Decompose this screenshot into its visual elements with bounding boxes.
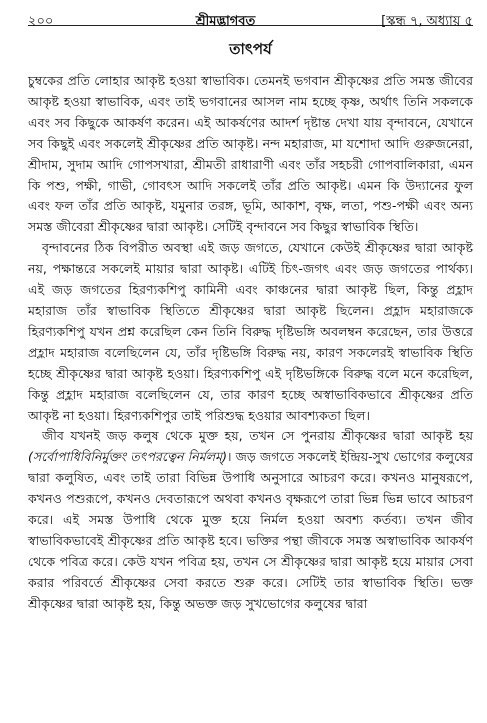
sanskrit-quote: (সর্বোপাধিবিনির্মুক্তং তৎপরত্বেন নির্মলম্) — [28, 449, 228, 465]
paragraph: চুম্বকের প্রতি লোহার আকৃষ্ট হওয়া স্বাভাবিক। তেমনই ভগবান শ্রীকৃষ্ণের প্রতি সমস্ত জীবের আকৃষ্ট হওয়া স্বাভাবিক, এবং তাই ভগবানের আসল নাম হচ্ছে কৃষ্ণ, অর্থাৎ তিনি সকলকে এবং সব কিছুকে আকর্ষণ করেন। এই আকর্ষণের আদর্শ দৃষ্টান্ত দেখা যায় বৃন্দাবনে, যেখানে সব কিছুই এবং সকলেই শ্রীকৃষ্ণের প্রতি আকৃষ্ট। নন্দ মহারাজ, মা যশোদা আদি গুরুজনেরা, শ্রীদাম, সুদাম আদি গোপসখারা, শ্রীমতী রাধারাণী এবং তাঁর সহচরী গোপবালিকারা, এমন কি পশু, পক্ষী, গাভী, গোবৎস আদি সকলেই তাঁর প্রতি আকৃষ্ট। এমন কি উদ্যানের ফুল এবং ফল তাঁর প্রতি আকৃষ্ট, যমুনার তরঙ্গ, ভূমি, আকাশ, বৃক্ষ, লতা, পশু-পক্ষী এবং অন্য সমস্ত জীবেরা শ্রীকৃষ্ণের দ্বারা আকৃষ্ট। সেটিই বৃন্দাবনে সব কিছুর স্বাভাবিক স্থিতি। — [28, 73, 473, 235]
page-number: ২০০ — [28, 14, 54, 29]
paragraph-text: । জড় জগতে সকলেই ইন্দ্রিয়-সুখ ভোগের কলুষের দ্বারা কলুষিত, এবং তাই তারা বিভিন্ন উপাধি অনুসারে আচরণ করে। কখনও মানুষরূপে, কখনও পশুরূপে, কখনও দেবতারূপে অথবা কখনও বৃক্ষরূপে তারা ভিন্ন ভিন্ন ভাবে আচরণ করে। এই সমস্ত উপাধি থেকে মুক্ত হয়ে নির্মল হওয়া অবশ্য কর্তব্য। তখন জীব স্বাভাবিকভাবেই শ্রীকৃষ্ণের প্রতি আকৃষ্ট হবে। ভক্তির পন্থা জীবকে সমস্ত অস্বাভাবিক আকর্ষণ থেকে পবিত্র করে। কেউ যখন পবিত্র হয়, তখন সে শ্রীকৃষ্ণের দ্বারা আকৃষ্ট হয়ে মায়ার সেবা করার পরিবর্তে শ্রীকৃষ্ণের সেবা করতে শুরু করে। সেটিই তার স্বাভাবিক স্থিতি। ভক্ত শ্রীকৃষ্ণের দ্বারা আকৃষ্ট হয়, কিন্তু অভক্ত জড় সুখভোগের কলুষের দ্বারা — [28, 449, 474, 611]
paragraph: বৃন্দাবনের ঠিক বিপরীত অবস্থা এই জড় জগতে, যেখানে কেউই শ্রীকৃষ্ণের দ্বারা আকৃষ্ট নয়, পক্ষান্তরে সকলেই মায়ার দ্বারা আকৃষ্ট। এটিই চিৎ-জগৎ এবং জড় জগতের পার্থক্য। এই জড় জগতের হিরণ্যকশিপু কামিনী এবং কাঞ্চনের দ্বারা আকৃষ্ট ছিল, কিন্তু প্রহ্লাদ মহারাজ তাঁর স্বাভাবিক স্থিতিতে শ্রীকৃষ্ণের দ্বারা আকৃষ্ট ছিলেন। প্রহ্লাদ মহারাজকে হিরণ্যকশিপু যখন প্রশ্ন করেছিল কেন তিনি বিরুদ্ধ দৃষ্টিভঙ্গি অবলম্বন করেছেন, তার উত্তরে প্রহ্লাদ মহারাজ বলেছিলেন যে, তাঁর দৃষ্টিভঙ্গি বিরুদ্ধ নয়, কারণ সকলেরই স্বাভাবিক স্থিতি হচ্ছে শ্রীকৃষ্ণের দ্বারা আকৃষ্ট হওয়া। হিরণ্যকশিপু এই দৃষ্টিভঙ্গিকে বিরুদ্ধ বলে মনে করেছিল, কিন্তু প্রহ্লাদ মহারাজ বলেছিলেন যে, তার কারণ হচ্ছে অস্বাভাবিকভাবে শ্রীকৃষ্ণের প্রতি আকৃষ্ট না হওয়া। হিরণ্যকশিপুর তাই পরিশুদ্ধ হওয়ার আবশ্যকতা ছিল। — [28, 240, 473, 423]
running-head — [28, 0, 473, 29]
paragraph-text: জীব যখনই জড় কলুষ থেকে মুক্ত হয়, তখন সে পুনরায় শ্রীকৃষ্ণের দ্বারা আকৃষ্ট হয় — [42, 428, 473, 444]
chapter-reference: [স্কন্ধ ৭, অধ্যায় ৫ — [381, 14, 473, 29]
book-title: শ্রীমদ্ভাগবত — [195, 14, 256, 29]
paragraph — [28, 426, 473, 614]
section-title: তাৎপর্য — [229, 40, 272, 58]
purport-body — [28, 71, 473, 615]
